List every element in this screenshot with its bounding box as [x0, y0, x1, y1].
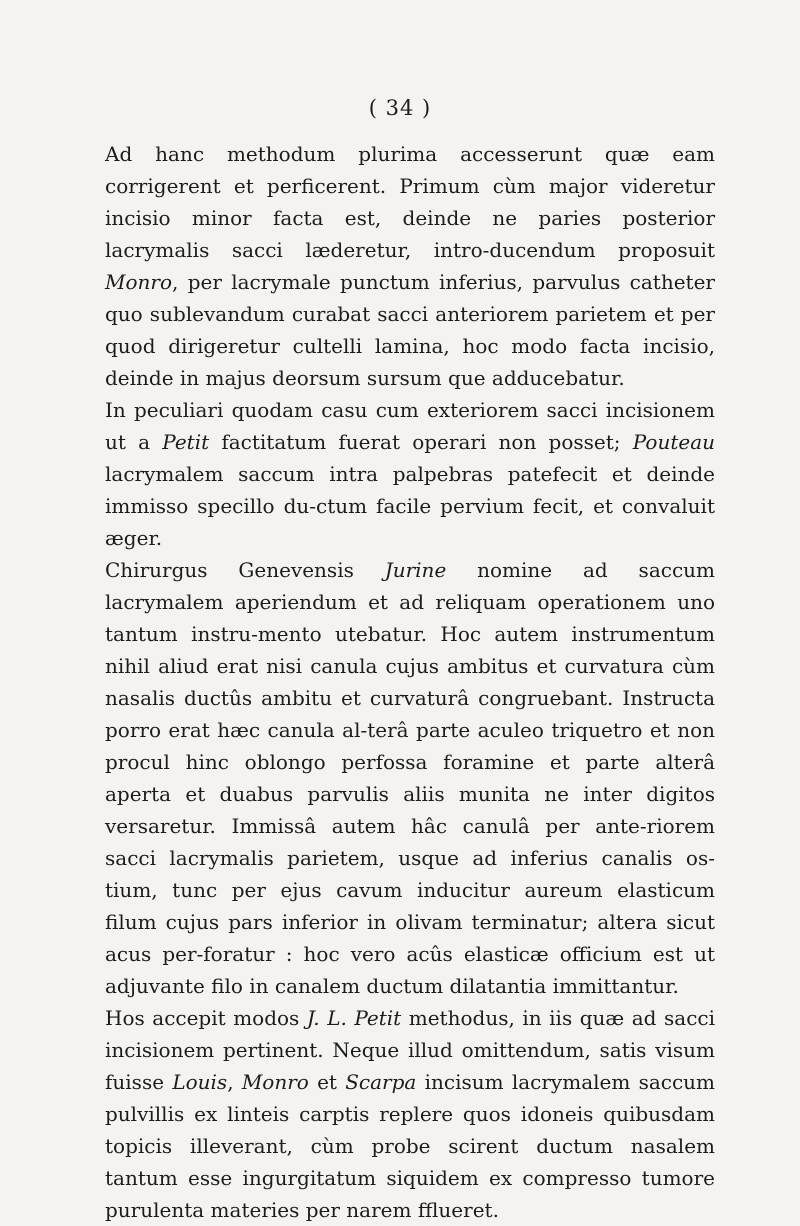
text-segment: ,	[227, 1070, 242, 1094]
text-segment: , per lacrymale punctum inferius, parvulus catheter quo sublevandum curabat sacci anteriorem parietem et per quod dirigeretur cultelli lamina, hoc modo facta incisio, deinde in majus deorsum sursum que adducebatur.	[105, 270, 715, 390]
text-segment: In peculiari quodam casu cum exteriorem sacci incisionem ut a	[105, 398, 715, 454]
text-segment: nomine ad saccum lacrymalem aperiendum et ad reliquam operationem uno tantum instru-mento utebatur. Hoc autem instrumentum nihil aliud erat nisi canula cujus ambitus et curvatura cùm nasalis ductûs ambitu et curvaturâ congruebant. Instructa porro erat hæc canula al-terâ parte aculeo triquetro et non procul hinc oblongo perfossa foramine et parte alterâ aperta et duabus parvulis aliis munita ne inter digitos versaretur. Immissâ autem hâc canulâ per ante-riorem sacci lacrymalis parietem, usque ad inferius canalis os-tium, tunc per ejus cavum inducitur aureum elasticum filum cujus pars inferior in olivam terminatur; altera sicut acus per-foratur : hoc vero acûs elasticæ officium est ut adjuvante filo in canalem ductum dilatantia immittantur.	[105, 558, 715, 998]
text-segment: Ad hanc methodum plurima accesserunt quæ eam corrigerent et perficerent. Primum cùm major videretur incisio minor facta est, deinde ne paries posterior lacrymalis sacci læderetur, intro-ducendum proposuit	[105, 142, 715, 262]
paragraph-2	[83, 394, 715, 554]
paragraph-1	[83, 138, 715, 394]
paragraph-4	[83, 1002, 715, 1226]
author-name: Scarpa	[345, 1070, 417, 1094]
text-segment: methodus, in iis quæ ad sacci incisionem pertinent. Neque illud omittendum, satis visum fuisse	[105, 1006, 715, 1094]
author-name: Pouteau	[632, 430, 715, 454]
text-segment: incisum lacrymalem saccum pulvillis ex linteis carptis replere quos idoneis quibusdam topicis illeverant, cùm probe scirent ductum nasalem tantum esse ingurgitatum siquidem ex compresso tumore purulenta materies per narem fflueret.	[105, 1070, 716, 1222]
author-name: Monro	[105, 270, 173, 294]
text-segment: lacrymalem saccum intra palpebras patefecit et deinde immisso specillo du-ctum facile pervium fecit, et convaluit æger.	[105, 462, 715, 550]
author-name: Jurine	[384, 558, 447, 582]
text-segment: et	[308, 1070, 346, 1094]
author-name: Monro	[241, 1070, 309, 1094]
text-segment: Hos accepit modos	[105, 1006, 307, 1030]
author-name: Louis	[172, 1070, 228, 1094]
text-segment: Chirurgus Genevensis	[105, 558, 385, 582]
author-name: Petit	[162, 430, 210, 454]
page-number: ( 34 )	[368, 96, 432, 120]
body-text	[83, 138, 715, 1226]
author-name: J. L. Petit	[306, 1006, 402, 1030]
text-segment: factitatum fuerat operari non posset;	[209, 430, 633, 454]
paragraph-3	[83, 554, 715, 1002]
